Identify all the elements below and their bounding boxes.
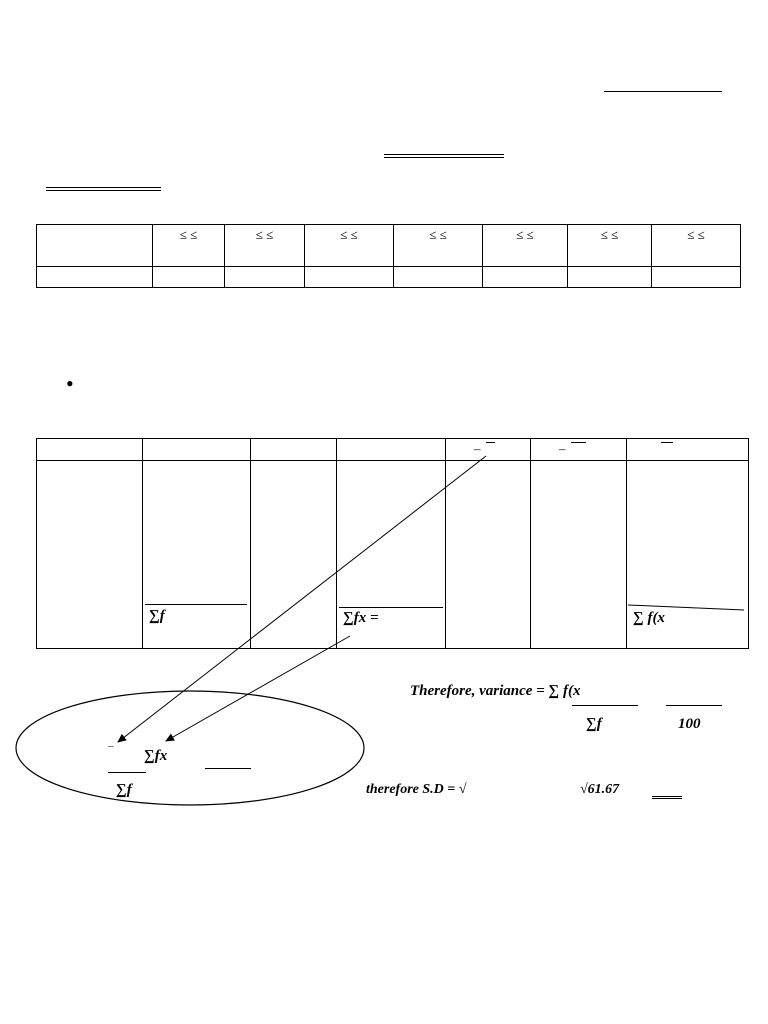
- table2-body-fx: ∑fx =: [337, 461, 446, 649]
- mean-bar-symbol: –: [108, 740, 114, 752]
- arrow-to-sum-fx: [166, 636, 350, 741]
- sd-label: therefore S.D = √: [366, 782, 467, 797]
- table1-header-cell: ≤ ≤: [652, 225, 741, 267]
- table2-header-deviation: –: [446, 439, 531, 461]
- table1-header-cell: ≤ ≤: [305, 225, 394, 267]
- sd-result-rule: [652, 796, 682, 799]
- table1-header-cell: ≤ ≤: [153, 225, 225, 267]
- mean-formula-ellipse: [16, 691, 364, 805]
- table1-header-cell: ≤ ≤: [225, 225, 305, 267]
- mean-numerator: ∑fx: [144, 748, 168, 764]
- sd-value: √61.67: [580, 782, 620, 797]
- table2-body-frequency: ∑f: [143, 461, 251, 649]
- bullet-point: •: [66, 371, 74, 396]
- table1-header-cell: ≤ ≤: [394, 225, 483, 267]
- variance-denominator: ∑f: [586, 716, 602, 732]
- table1-header-cell: ≤ ≤: [483, 225, 568, 267]
- col7-total-rule: [628, 605, 744, 610]
- variance-label: Therefore, variance = ∑ f(x: [410, 683, 581, 699]
- variance-value: 100: [678, 716, 701, 732]
- mean-denominator: ∑f: [116, 782, 132, 798]
- mean-fraction-bar: [108, 772, 146, 773]
- table2-header-deviation-squared: –: [531, 439, 627, 461]
- variance-result-bar: [666, 705, 722, 706]
- mean-result-bar: [205, 768, 251, 769]
- table1-header-cell: ≤ ≤: [568, 225, 652, 267]
- variance-fraction-bar: [572, 705, 638, 706]
- table2-body-fx-squared: ∑ f(x: [627, 461, 749, 649]
